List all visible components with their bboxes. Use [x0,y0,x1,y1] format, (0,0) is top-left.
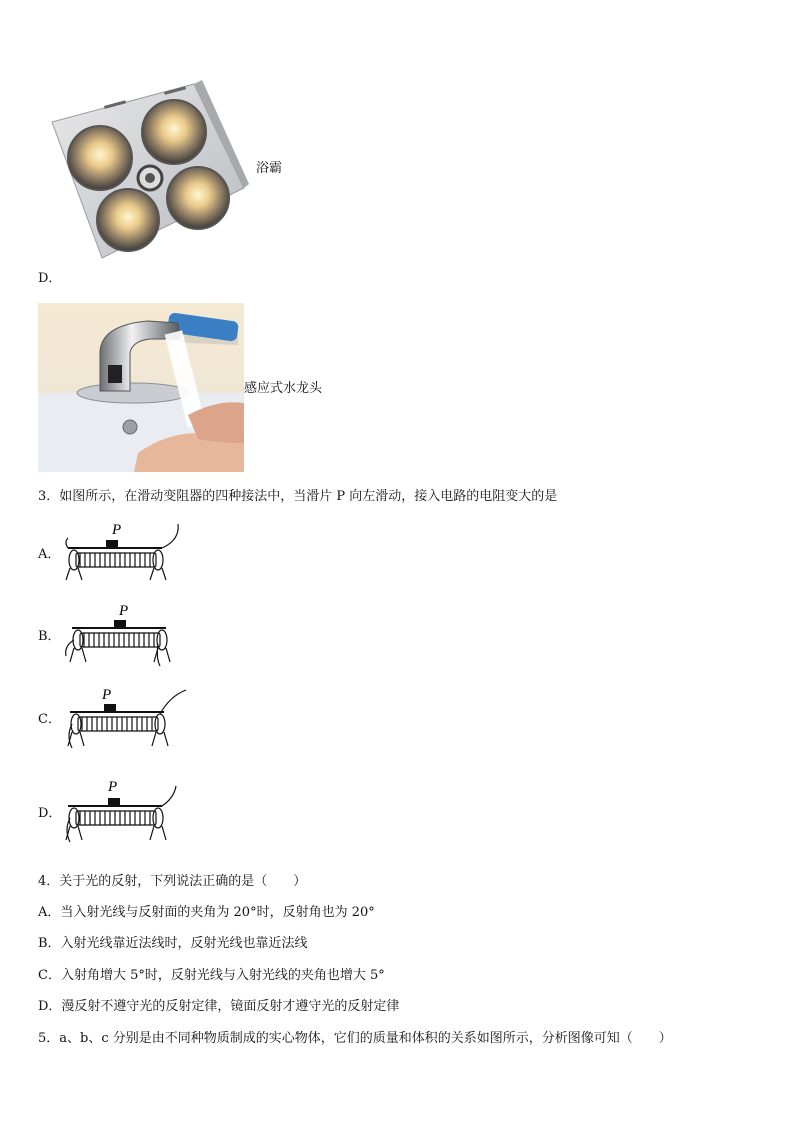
sensor-faucet-caption: 感应式水龙头 [244,381,323,396]
slider-p-label: P [102,687,112,703]
q4-option-c: C．入射角增大 5°时，反射光线与入射光线的夹角也增大 5° [38,968,385,983]
slider-p-label: P [108,779,118,795]
q3-option-d-label: D． [38,806,62,821]
q3-option-c-rheostat [62,684,188,754]
q3-option-b-rheostat [62,600,184,670]
slider-p-label: P [119,603,129,619]
q4-option-b: B．入射光线靠近法线时，反射光线也靠近法线 [38,936,308,951]
question-4-text: 4．关于光的反射，下列说法正确的是（ ） [38,874,307,889]
question-3-text: 3．如图所示，在滑动变阻器的四种接法中，当滑片 P 向左滑动，接入电路的电阻变大的是 [38,489,558,504]
option-d-label: D． [38,271,62,286]
q3-option-d-rheostat [62,776,184,848]
q3-option-a-label: A． [38,547,61,562]
q3-option-b-label: B． [38,629,61,644]
sensor-faucet-image [38,303,244,472]
q3-option-c-label: C． [38,712,61,727]
question-5-text: 5．a、b、c 分别是由不同种物质制成的实心物体，它们的质量和体积的关系如图所示，分析图像可知（ ） [38,1031,672,1046]
bath-heater-image [44,80,250,260]
q4-option-d: D．漫反射不遵守光的反射定律，镜面反射才遵守光的反射定律 [38,999,400,1014]
q4-option-a: A．当入射光线与反射面的夹角为 20°时，反射角也为 20° [38,905,375,920]
q3-option-a-rheostat [62,520,184,586]
bath-heater-caption: 浴霸 [256,161,283,176]
slider-p-label: P [112,522,122,538]
